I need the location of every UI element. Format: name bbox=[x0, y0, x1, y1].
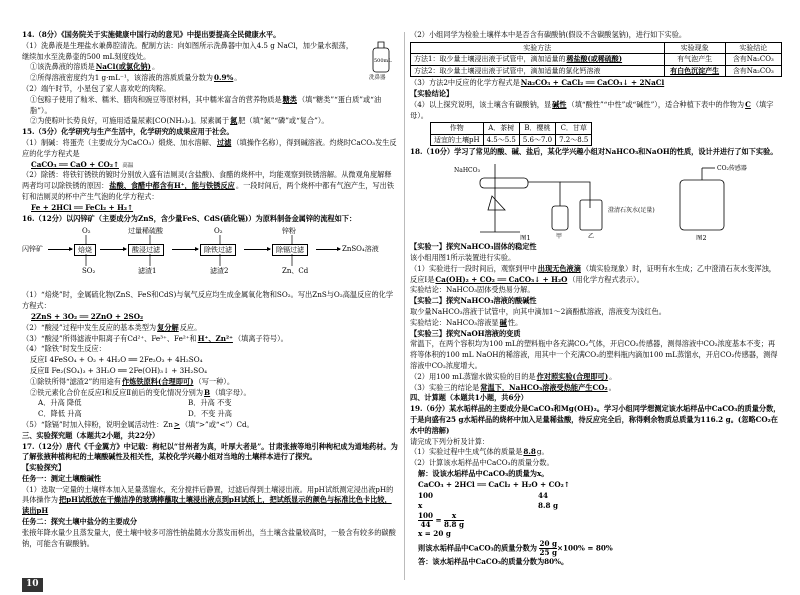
figure-1-caption: 图1 bbox=[520, 234, 531, 241]
right-column bbox=[410, 30, 782, 568]
option-b: B．升高 不变 bbox=[188, 398, 232, 408]
q14-p1: （1）洗鼻液是生理盐水兼鼻腔清洗。配制方法：向如图所示洗鼻器中加入4.5 g NaCl，加少量水振荡，继续加水至洗鼻壶的500 mL刻度线处。 bbox=[22, 40, 354, 61]
q17-answer-4: 碱性 bbox=[552, 99, 567, 109]
flow-step-remove-cadmium: 除镉过滤 bbox=[272, 244, 308, 256]
q19-solution: 解：设该水垢样品中CaCO₃的质量为x。 CaCO₃ + 2HCl ══ CaCl₂ + H₂O + CO₂↑ 100 44 x 8.8 g $\frac{100}{44}$ = $\frac{x}{8.8 g}$ x = 20 g 则该水垢样品中CaCO₃的质量分数为 $\frac{20 g}{25 g}$ ×100% = 80% 答：该水垢样品中CaCO₃的质量分数为80%。 bbox=[418, 469, 613, 566]
left-column bbox=[22, 30, 398, 549]
q15-equation-1: CaCO₃ ══ CaO + CO₂↑ bbox=[31, 159, 119, 169]
q18-answer-3b: 常温下，NaHCO₃溶液受热能产生CO₂ bbox=[480, 382, 608, 392]
crop-ph-table: 作物 A．茶树 B．樱桃 C．甘草 适宜的土壤pH 4.5～5.5 5.6～7.0 7.2～8.5 bbox=[430, 122, 592, 146]
q17-answer-4c: C bbox=[745, 99, 751, 109]
q15-equation-2: Fe + 2HCl ══ FeCl₂ + H₂↑ bbox=[31, 202, 134, 212]
q18-answer-2: 碱 bbox=[499, 317, 507, 327]
q14-answer-1a: NaCl(或氯化钠) bbox=[95, 62, 151, 72]
q16-answer-3: H⁺、Zn²⁺ bbox=[197, 333, 233, 343]
nasal-irrigator-label: 洗鼻器 bbox=[369, 75, 386, 80]
q15-answer-1: 过滤 bbox=[216, 137, 232, 147]
q19-answer-1: 8.8 bbox=[523, 447, 536, 457]
question-16: 16.（12分）以闪锌矿（主要成分为ZnS，含少量FeS、CdS(硫化镉)）为原料制备金属锌的流程如下： 闪锌矿 焙烧 酸浸过滤 除铁过滤 除镉过滤 ZnSO₄溶液 O₂ 过量稀硫酸 O₂ 锌粉 SO₂ 滤渣1 滤渣2 Zn、Cd （1）“焙烧”时，金属硫化物(ZnS、FeS和CdS)与氧气反应均生成金属氧化物和SO₂。写出ZnS与O₂高温反应的化学方程式： 2ZnS + 3O₂ ══ 2ZnO + 2SO₂ （2）“酸浸”过程中发生反应的基本类型为复分解反应。 （3）“酸浸”所得滤液中阳离子有Cd²⁺、Fe³⁺、Fe²⁺和H⁺、Zn²⁺（填离子符号）。 （4）“除铁”时发生反应： 反应Ⅰ 4FeSO₄ + O₂ + 4H₂O ══ 2Fe₂O₃ + 4H₂SO₄ 反应Ⅱ Fe₂(SO₄)₃ + 3H₂O ══ 2Fe(OH)₃↓ + 3H₂SO₄ ①除铁所得“滤渣2”的用途有作炼铁原料(合理即可)（写一种）。 ②铁元素化合价在反应Ⅰ和反应Ⅱ前后的变化情况分别为B（填字母）。 A．升高 降低 B．升高 不变 C．降低 升高 D．不变 升高 （5）“除镉”时加入锌粉，说明金属活动性：Zn>（填“>”或“<”）Cd。 bbox=[22, 214, 398, 431]
option-d: D．不变 升高 bbox=[188, 409, 232, 419]
flow-connectors bbox=[22, 226, 398, 288]
reaction-1: 反应Ⅰ 4FeSO₄ + O₂ + 4H₂O ══ 2Fe₂O₃ + 4H₂SO₄ bbox=[30, 355, 203, 365]
question-17-continued: （2）小组同学为检验土壤样本中是否含有碳酸钠(假设不含碳酸氢钠)，进行如下实验。 实验方法 实验现象 实验结论 方法1：取少量土壤浸出液于试管中，滴加适量的稀盐酸(或稀硫酸) 有气泡产生 含有Na₂CO₃ 方法2：取少量土壤浸出液于试管中，滴加适量的氯化钙溶液 有白色沉淀产生 含有Na₂CO₃ （3）方法2中反应的化学方程式是Na₂CO₃ + CaCl₂ ══ CaCO₃↓ + 2NaCl 【实验结论】 （4）以上探究说明，该土壤含有碳酸钠，显碱性（填“酸性”“中性”或“碱性”），适合种植下表中的作物为C（填字母）。 作物 A．茶树 B．樱桃 C．甘草 适宜的土壤pH 4.5～5.5 5.6～7.0 7.2～8.5 bbox=[410, 30, 782, 146]
q14-answer-2b: 氮 bbox=[230, 116, 238, 126]
label-co2-sensor: CO₂传感器 bbox=[717, 165, 747, 173]
question-18: 18.（10分）学习了常见的酸、碱、盐后，某化学兴趣小组对NaHCO₃和NaOH的性质，设计并进行了如下实验。 NaHCO₃ 甲 乙 澄清石灰水(足量) CO₂传感器 图1 图2 【实验一】探究NaHCO₃固体的稳定性 该小组用图1所示装置进行实验。 （1）实验进行一段时间后，观察到甲中出现无色液滴（填实验现象）时，证明有水生成；乙中澄清石灰水变浑浊，反应Ⅰ是Ca(OH)₂ + CO₂ ══ CaCO₃↓ + H₂O（用化学方程式表示）。 实验结论：NaHCO₃固体受热易分解。 【实验二】探究NaHCO₃溶液的酸碱性 取少量NaHCO₃溶液于试管中，向其中滴加1～2滴酚酞溶液，溶液变为浅红色。 实验结论：NaHCO₃溶液显碱性。 【实验三】探究NaOH溶液的变质 常温下，在两个容积均为100 mL的塑料瓶中各充满CO₂气体，开启CO₂传感器，测得溶液中CO₂浓度基本不变；再将等体积的100 mL NaOH的稀溶液，用其中一个充满CO₂的塑料瓶内滴加100 mL蒸馏水，开启CO₂传感器，测得溶液中CO₂浓度增大。 （2）用100 mL蒸馏水做实验的目的是作对照实验(合理即可)。 （3）实验三的结论是常温下，NaHCO₃溶液受热能产生CO₂。 bbox=[410, 147, 782, 393]
flow-step-acid-leach: 酸浸过滤 bbox=[128, 244, 164, 256]
q16-answer-5: > bbox=[173, 419, 180, 429]
apparatus-figures bbox=[410, 160, 782, 240]
q14-stem: 14.（8分）《国务院关于实施健康中国行动的意见》中提出要提高全民健康水平。 bbox=[22, 30, 281, 39]
column-divider bbox=[404, 32, 405, 580]
option-c: C．降低 升高 bbox=[38, 409, 82, 419]
q16-equation-1: 2ZnS + 3O₂ ══ 2ZnO + 2SO₂ bbox=[31, 311, 144, 321]
reaction-2: 反应Ⅱ Fe₂(SO₄)₃ + 3H₂O ══ 2Fe(OH)₃↓ + 3H₂SO₄ bbox=[30, 365, 207, 375]
flow-step-roast: 焙烧 bbox=[74, 244, 96, 256]
flow-step-remove-iron: 除铁过滤 bbox=[200, 244, 236, 256]
process-flow-diagram: 闪锌矿 焙烧 酸浸过滤 除铁过滤 除镉过滤 ZnSO₄溶液 O₂ 过量稀硫酸 O₂ 锌粉 SO₂ 滤渣1 滤渣2 Zn、Cd bbox=[22, 226, 398, 288]
question-17: 17.（12分）唐代《千金翼方》中记载：枸杞以“甘州者为真，叶厚大者是”。甘肃张掖等地引种枸杞成为道地药材。为了解张掖种植枸杞的土壤酸碱性及相关性，某校化学兴趣小组对当地的土壤样本进行了探究。 【实验探究】 任务一：测定土壤酸碱性 （1）选取一定量的土壤样本加入足量蒸馏水，充分搅拌后静置，过滤后得到土壤浸出液。用pH试纸测定浸出液pH的具体操作为把pH试纸放在干燥洁净的玻璃棒蘸取土壤浸出液点到pH试纸上，把试纸显示的颜色与标准比色卡比较，读出pH 任务二：探究土壤中盐分的主要成分 张掖年降水量少且蒸发量大，使土壤中较多可溶性钠盐随水分蒸发而析出，当土壤含盐量较高时，一般含有较多的碳酸钠，可能含有碳酸钠。 bbox=[22, 441, 398, 548]
section-4-heading: 四、计算题（本题共1小题，共6分） bbox=[410, 393, 528, 403]
apparatus-drawing bbox=[410, 160, 782, 240]
label-jia: 甲 bbox=[556, 233, 563, 241]
page-number: 10 bbox=[22, 578, 43, 592]
q18-answer-1: 出现无色液滴 bbox=[537, 263, 581, 273]
nasal-irrigator-scale: 500mL bbox=[374, 58, 392, 64]
figure-2-caption: 图2 bbox=[696, 234, 707, 241]
q17-answer-1: 把pH试纸放在干燥洁净的玻璃棒蘸取土壤浸出液点到pH试纸上，把试纸显示的颜色与标准比色卡比较，读出pH bbox=[22, 495, 392, 516]
q18-answer-3: 作对照实验(合理即可) bbox=[536, 371, 609, 381]
q18-answer-1b: Ca(OH)₂ + CO₂ ══ CaCO₃↓ + H₂O bbox=[435, 274, 568, 284]
label-yi: 乙 bbox=[588, 233, 595, 241]
q16-answer-4b: B bbox=[204, 387, 211, 397]
label-limewater: 澄清石灰水(足量) bbox=[608, 207, 655, 215]
question-19: 19.（6分）某水垢样品的主要成分是CaCO₃和Mg(OH)₂。学习小组同学想测定该水垢样品中CaCO₃的质量分数，于是向盛有25 g水垢样品的烧杯中加入足量稀盐酸，待反应完全后，称得剩余物质总质量为116.2 g。(忽略CO₂在水中的溶解) 请完成下列分析及计算： （1）实验过程中生成气体的质量是8.8g。 （2）计算该水垢样品中CaCO₃的质量分数。 解：设该水垢样品中CaCO₃的质量为x。 CaCO₃ + 2HCl ══ CaCl₂ + H₂O + CO₂↑ 100 44 x 8.8 g $\frac{100}{44}$ = $\frac{x}{8.8 g}$ x = 20 g 则该水垢样品中CaCO₃的质量分数为 $\frac{20 g}{25 g}$ ×100% = 80% 答：该水垢样品中CaCO₃的质量分数为80%。 bbox=[410, 404, 781, 566]
q17-equation-3: Na₂CO₃ + CaCl₂ ══ CaCO₃↓ + 2NaCl bbox=[520, 78, 665, 88]
q14-answer-1b: 0.9% bbox=[213, 73, 234, 83]
q14-answer-2a: 糖类 bbox=[282, 94, 297, 104]
page-footer bbox=[22, 578, 43, 592]
option-a: A．升高 降低 bbox=[38, 398, 82, 408]
question-14: 14.（8分）《国务院关于实施健康中国行动的意见》中提出要提高全民健康水平。 （1）洗鼻液是生理盐水兼鼻腔清洗。配制方法：向如图所示洗鼻器中加入4.5 g NaCl，加少量水振荡，继续加水至洗鼻壶的500 mL刻度线处。 ①该洗鼻液的溶质是NaCl(或氯化钠)。 ②所得溶液密度约为1 g·mL⁻¹，该溶液的溶质质量分数为0.9%。 （2）端午时节，小星包了家人喜欢吃的肉粽。 ①包粽子使用了籼米、糯米、腊肉和豌豆等原材料，其中糯米富含的营养物质是糖类（填“糖类”“蛋白质”或“油脂”）。 ②为使粽叶长势良好，可施用适量尿素[CO(NH₂)₂]。尿素属于氮肥（填“氮”“磷”或“复合”）。 500mL 洗鼻器 bbox=[22, 30, 398, 127]
nasal-irrigator-figure bbox=[367, 38, 397, 80]
experiment-table: 实验方法 实验现象 实验结论 方法1：取少量土壤浸出液于试管中，滴加适量的稀盐酸(或稀硫酸) 有气泡产生 含有Na₂CO₃ 方法2：取少量土壤浸出液于试管中，滴加适量的氯化钙溶液 有白色沉淀产生 含有Na₂CO₃ bbox=[410, 42, 782, 78]
q16-answer-4a: 作炼铁原料(合理即可) bbox=[122, 376, 194, 386]
q15-answer-2: 盐酸、食醋中都含有H⁺，能与铁锈反应 bbox=[109, 181, 235, 191]
label-nahco3: NaHCO₃ bbox=[454, 167, 480, 175]
q16-answer-2: 复分解 bbox=[157, 322, 179, 332]
section-3-heading: 三、实验探究题（本题共2小题，共22分） bbox=[22, 430, 160, 440]
question-15: 15.（5分）化学研究与生产生活中，化学研究的成果应用于社会。 （1）制碱：将蛋壳（主要成分为CaCO₃）煅烧、加水溶解、过滤（填操作名称），得到碱溶液。灼烧时CaCO₃发生反应的化学方程式是 CaCO₃ ══ CaO + CO₂↑ 高温 （2）除锈：将铁钉锈铁的镀时分别放入盛有洁厕灵(含盐酸)、食醋的烧杯中，均能观察到铁锈溶解。从微观角度解释两者均可以除铁锈的原因：盐酸、食醋中都含有H⁺，能与铁锈反应。一段时间后，两个烧杯中都有气泡产生，写出铁钉和洁厕灵的杯中产生气泡的化学方程式： Fe + 2HCl ══ FeCl₂ + H₂↑ bbox=[22, 127, 397, 212]
